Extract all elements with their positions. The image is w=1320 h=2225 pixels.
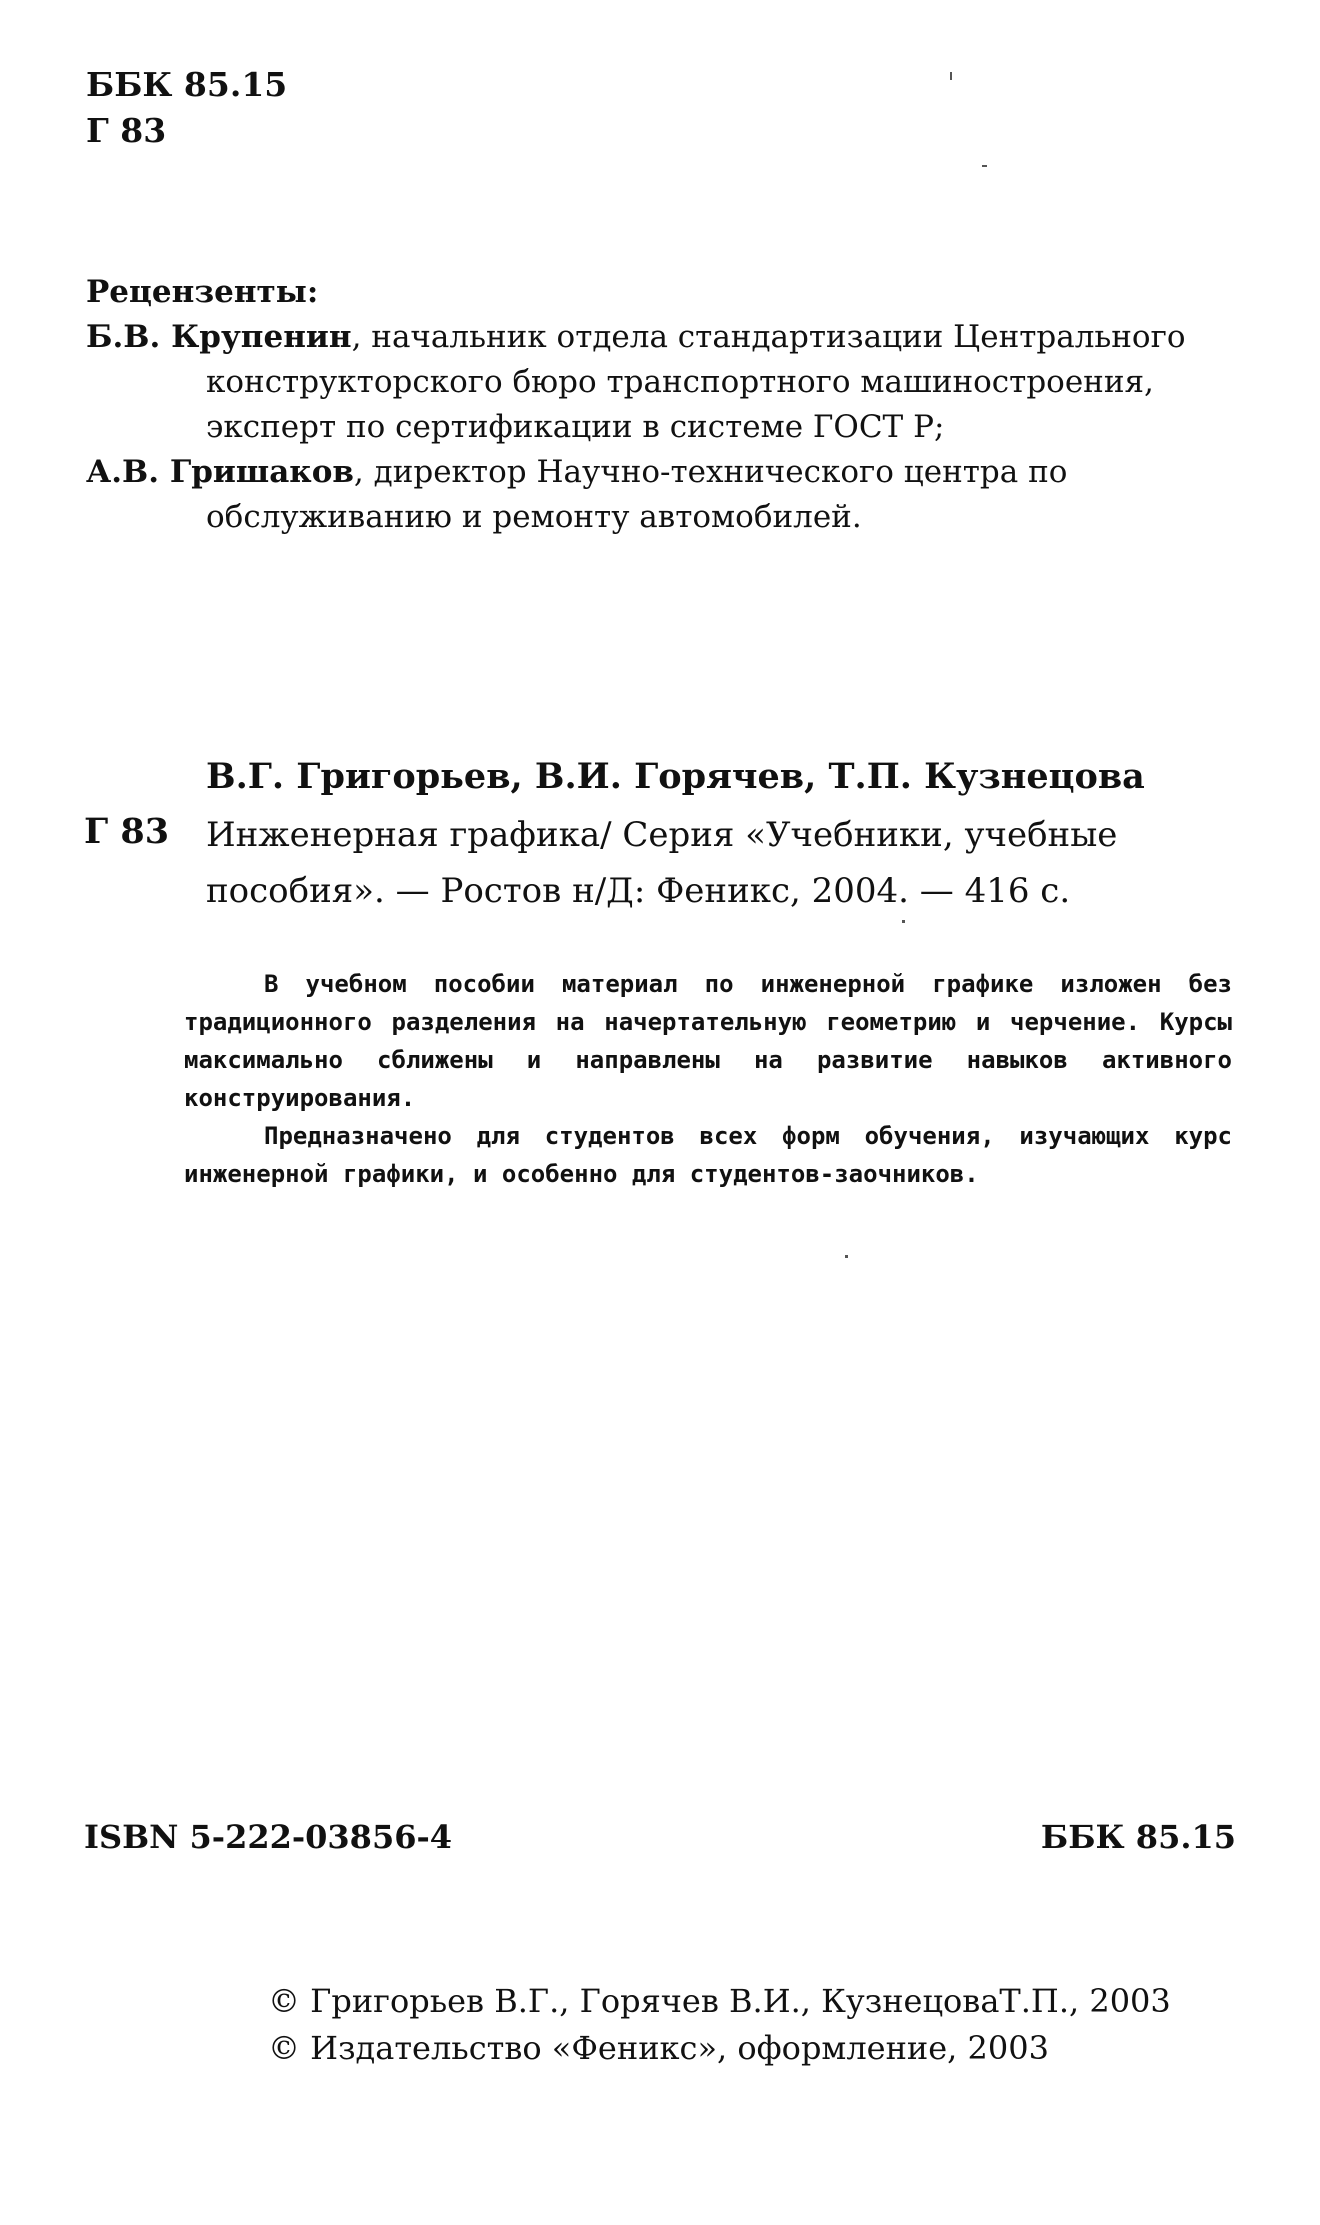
bbk-code-top: ББК 85.15 xyxy=(86,65,288,104)
reviewer-description: , начальник отдела стандартизации Центрального конструкторского бюро транспортного машиностроения, эксперт по сертификации в системе ГОСТ Р; xyxy=(206,319,1186,445)
reviewers-section xyxy=(86,270,1216,540)
book-authors: В.Г. Григорьев, В.И. Горячев, Т.П. Кузнецова xyxy=(206,756,1145,797)
isbn: ISBN 5-222-03856-4 xyxy=(84,1818,453,1856)
reviewers-heading: Рецензенты: xyxy=(86,274,319,310)
scan-speck xyxy=(845,1255,848,1258)
classification-block xyxy=(86,62,287,154)
copyright-line: © Издательство «Феникс», оформление, 2003 xyxy=(268,2029,1049,2067)
bbk-code-bottom: ББК 85.15 xyxy=(1040,1818,1236,1856)
reviewer-entry xyxy=(86,450,1216,540)
reviewer-name: Б.В. Крупенин xyxy=(86,319,352,355)
scan-speck xyxy=(982,165,987,167)
book-bibliographic-entry: Инженерная графика/ Серия «Учебники, учебные пособия». — Ростов н/Д: Феникс, 2004. — 416 с. xyxy=(206,815,1118,911)
copyright-block xyxy=(268,1978,1171,2072)
reviewer-name: А.В. Гришаков xyxy=(86,454,354,490)
scan-speck xyxy=(950,72,952,80)
scan-speck xyxy=(902,920,905,923)
author-sign-top: Г 83 xyxy=(86,111,167,150)
reviewer-entry xyxy=(86,315,1216,450)
reviewer-description: , директор Научно-технического центра по обслуживанию и ремонту автомобилей. xyxy=(206,454,1068,535)
annotation-paragraph: В учебном пособии материал по инженерной графике изложен без традиционного разделения на начертательную геометрию и черчение. Курсы максимально сближены и направлены на развитие навыков активного конструирования. xyxy=(184,970,1232,1112)
copyright-line: © Григорьев В.Г., Горячев В.И., КузнецоваТ.П., 2003 xyxy=(268,1982,1171,2020)
author-sign: Г 83 xyxy=(84,811,170,852)
book-annotation xyxy=(184,965,1232,1193)
annotation-paragraph: Предназначено для студентов всех форм обучения, изучающих курс инженерной графики, и особенно для студентов-заочников. xyxy=(184,1122,1232,1188)
